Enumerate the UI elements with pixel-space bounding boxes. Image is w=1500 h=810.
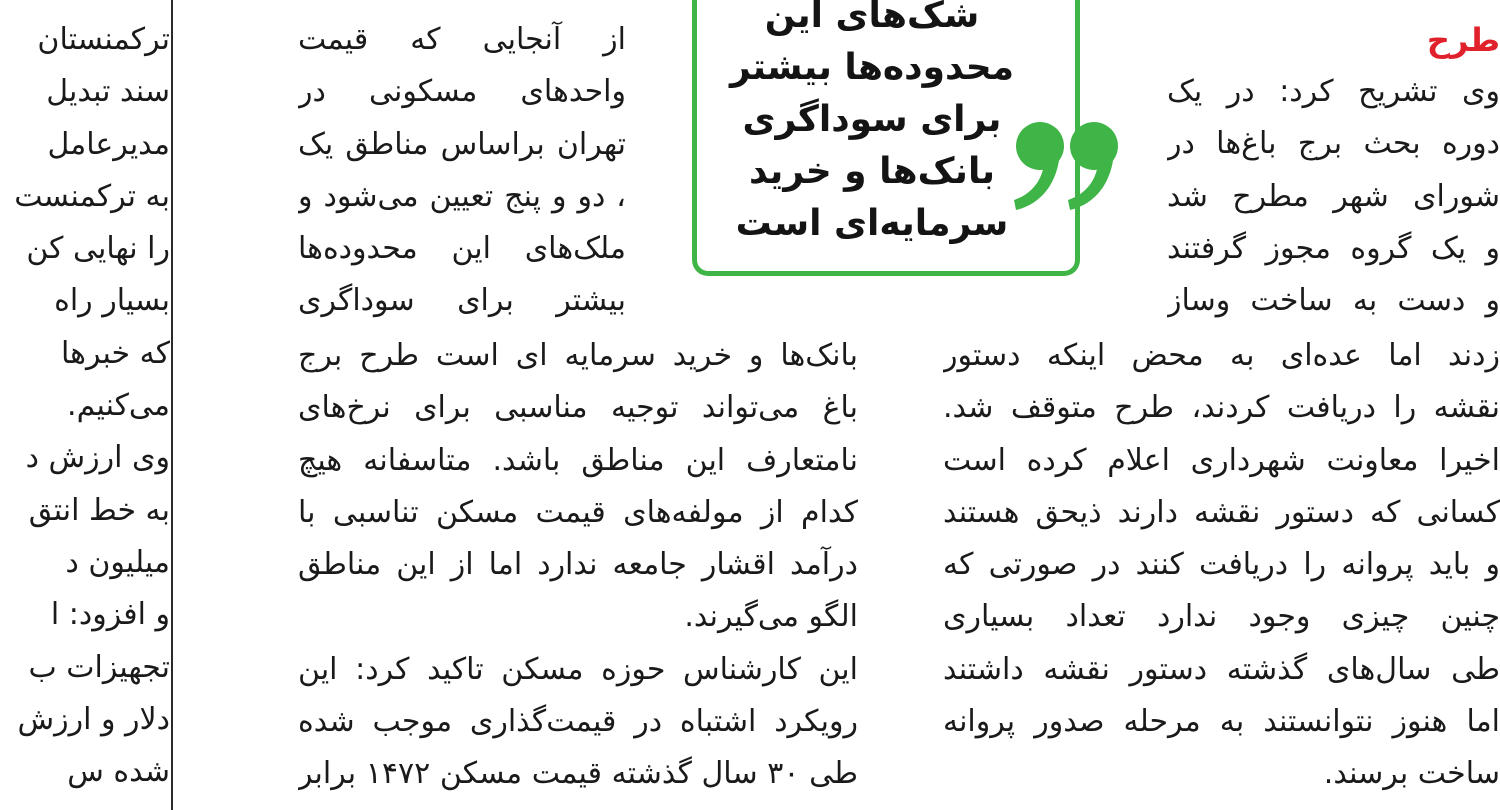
- text-line: ترکمنستان: [37, 22, 170, 57]
- text-line: میلیون د: [65, 544, 170, 580]
- text-line: طی سال‌های گذشته دستور نقشه داشتند: [943, 651, 1500, 687]
- text-line: الگو می‌گیرند.: [684, 599, 858, 635]
- left-column: [0, 14, 170, 798]
- text-line: وی تشریح کرد: در یک: [1167, 74, 1500, 109]
- text-line: ملک‌های این محدوده‌ها: [298, 231, 626, 267]
- text-line: کدام از مولفه‌های قیمت مسکن تناسبی با: [298, 494, 858, 530]
- text-line: شده س: [67, 754, 170, 790]
- text-line: بیشتر برای سوداگری: [298, 283, 626, 319]
- text-line: تجهیزات ب: [28, 649, 170, 685]
- column-divider: [171, 0, 173, 810]
- text-line: بانک‌ها و خرید سرمایه ای است طرح برج: [298, 338, 858, 373]
- text-line: شورای شهر مطرح شد: [1167, 178, 1500, 214]
- pull-quote-line: بانک‌ها و خرید: [749, 151, 995, 192]
- text-line: چنین چیزی وجود ندارد تعداد بسیاری: [943, 599, 1500, 635]
- right-column: [943, 330, 1500, 801]
- text-line: دوره بحث برج باغ‌ها در: [1167, 126, 1500, 162]
- text-line: و یک گروه مجوز گرفتند: [1167, 230, 1500, 266]
- text-line: نقشه را دریافت کردند، طرح متوقف شد.: [943, 390, 1500, 426]
- text-line: رویکرد اشتباه در قیمت‌گذاری موجب شده: [298, 704, 858, 740]
- text-line: زدند اما عده‌ای به محض اینکه دستور: [943, 338, 1500, 373]
- text-line: درآمد اقشار جامعه ندارد اما از این مناطق: [298, 547, 858, 583]
- pull-quote-line: سرمایه‌ای است: [735, 203, 1009, 244]
- middle-column: [298, 330, 858, 801]
- pull-quote-line: برای سوداگری: [742, 99, 1002, 140]
- text-line: ساخت برسند.: [1323, 756, 1500, 792]
- pull-quote-line: محدوده‌ها بیشتر: [729, 47, 1015, 88]
- pull-quote-line: شک‌های این: [764, 0, 980, 36]
- right-top-column: [1167, 66, 1500, 327]
- middle-top-column: [298, 14, 626, 328]
- text-line: و افزود: ا: [50, 597, 170, 633]
- text-line: به خط انتق: [28, 492, 170, 528]
- text-line: نامتعارف این مناطق باشد. متاسفانه هیچ: [298, 442, 858, 478]
- text-line: و باید پروانه را دریافت کنند در صورتی که: [943, 547, 1500, 583]
- text-line: و دست به ساخت وساز: [1167, 283, 1500, 319]
- text-line: تهران براساس مناطق یک: [298, 126, 626, 162]
- text-line: طی ۳۰ سال گذشته قیمت مسکن ۱۴۷۲ برابر: [298, 756, 858, 792]
- text-line: دلار و ارزش: [17, 701, 170, 737]
- text-line: که خبرها: [60, 335, 170, 371]
- text-line: از آنجایی که قیمت: [298, 22, 626, 57]
- text-line: به ترکمنست: [14, 178, 170, 214]
- pull-quote-text: [712, 0, 1032, 250]
- text-line: باغ می‌تواند توجیه مناسبی برای نرخ‌های: [298, 390, 858, 426]
- text-line: کسانی که دستور نقشه دارند ذیحق هستند: [943, 494, 1500, 530]
- text-line: بسیار راه: [54, 283, 170, 319]
- text-line: مدیرعامل: [47, 126, 170, 162]
- text-line: وی ارزش د: [25, 440, 170, 476]
- text-line: این کارشناس حوزه مسکن تاکید کرد: این: [298, 651, 858, 687]
- text-line: را نهایی کن: [26, 231, 170, 267]
- section-subhead: طرح: [1426, 21, 1500, 59]
- quote-mark-icon: [1012, 120, 1122, 212]
- text-line: ، دو و پنج تعیین می‌شود و: [298, 178, 626, 214]
- text-line: اخیرا معاونت شهرداری اعلام کرده است: [943, 442, 1500, 478]
- text-line: می‌کنیم.: [67, 388, 170, 424]
- text-line: اما هنوز نتوانستند به مرحله صدور پروانه: [943, 704, 1500, 740]
- text-line: سند تبدیل: [46, 74, 170, 110]
- text-line: واحدهای مسکونی در: [298, 74, 626, 110]
